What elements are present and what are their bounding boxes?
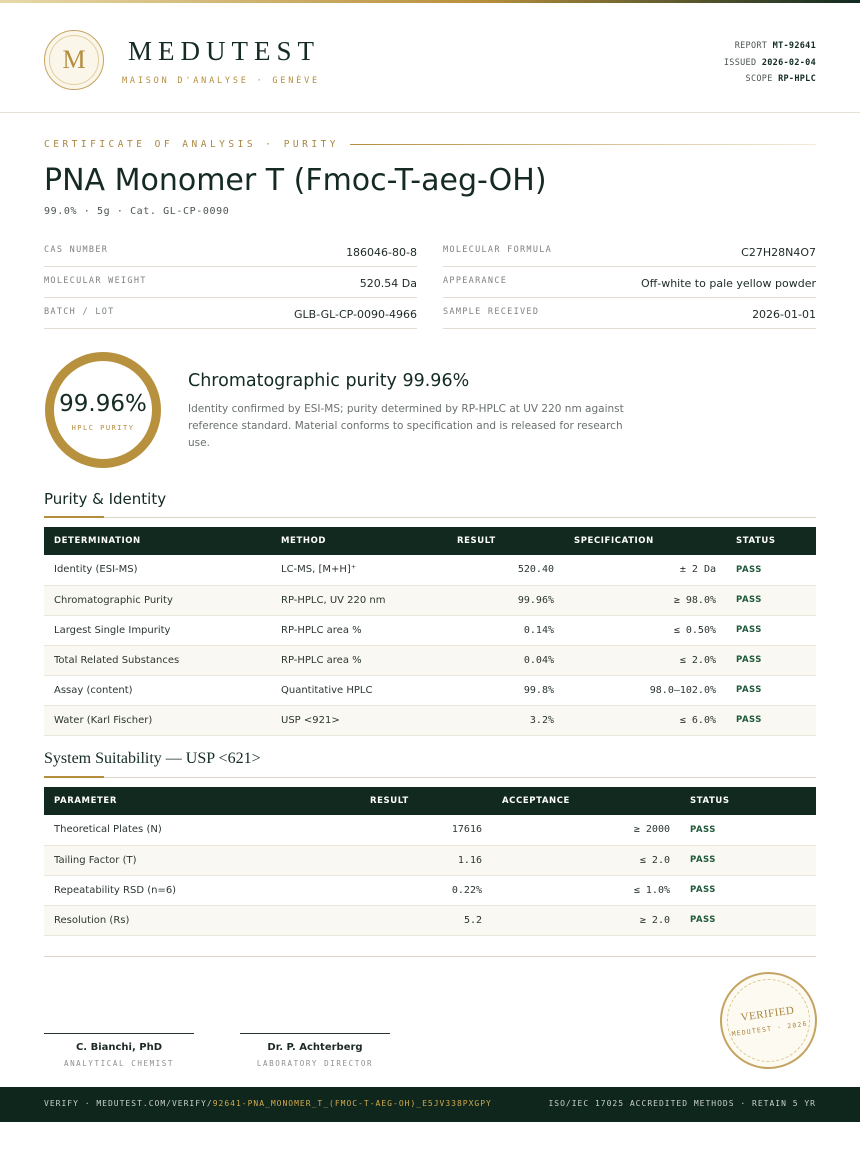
suitability-section-title: System Suitability — USP <621> — [44, 750, 261, 767]
purity-ring-value: 99.96% — [59, 391, 147, 417]
verify-link[interactable] — [44, 1099, 492, 1108]
page-title: PNA Monomer T (Fmoc-T-aeg-OH) — [44, 163, 547, 198]
cell-specification: ≤ 2.0% — [564, 645, 726, 675]
cell-result: 3.2% — [447, 705, 564, 735]
signatory-role: ANALYTICAL CHEMIST — [63, 1059, 175, 1068]
column-header: METHOD — [281, 536, 327, 546]
column-header: RESULT — [370, 796, 409, 806]
suitability-table — [44, 787, 816, 936]
signature-block-chemist — [44, 1033, 194, 1068]
spec-label: MOLECULAR FORMULA — [443, 245, 553, 255]
table-row — [44, 555, 816, 585]
cell-parameter: Resolution (Rs) — [44, 905, 360, 935]
issued-date: ISSUED 2026-02-04 — [723, 57, 816, 68]
table-row — [44, 675, 816, 705]
table-row — [44, 645, 816, 675]
cell-result: 99.8% — [447, 675, 564, 705]
stamp-text: VERIFIED — [739, 1004, 796, 1024]
status-badge: PASS — [726, 585, 816, 615]
summary-title: Chromatographic purity 99.96% — [188, 371, 470, 391]
cell-result: 0.04% — [447, 645, 564, 675]
purity-section-title: Purity & Identity — [44, 490, 167, 508]
spec-molecular-formula — [443, 236, 816, 267]
spec-sample-received — [443, 298, 816, 329]
report-id: REPORT MT-92641 — [734, 41, 816, 51]
purity-table — [44, 527, 816, 736]
status-badge: PASS — [726, 675, 816, 705]
spec-label: SAMPLE RECEIVED — [443, 307, 540, 317]
spec-value: 2026-01-01 — [752, 308, 816, 321]
status-badge: PASS — [680, 875, 816, 905]
cell-method: RP-HPLC, UV 220 nm — [271, 585, 447, 615]
cell-acceptance: ≥ 2.0 — [492, 905, 680, 935]
cell-specification: ≤ 6.0% — [564, 705, 726, 735]
signature-block-director — [240, 1033, 390, 1068]
spec-label: CAS NUMBER — [44, 245, 109, 255]
cell-method: RP-HPLC area % — [271, 645, 447, 675]
page-subtitle: 99.0% · 5g · Cat. GL-CP-0090 — [44, 206, 230, 217]
table-header-row — [44, 527, 816, 555]
cell-determination: Largest Single Impurity — [44, 615, 271, 645]
column-header: ACCEPTANCE — [502, 796, 570, 806]
header — [0, 3, 860, 113]
section-divider — [44, 517, 816, 518]
spec-appearance — [443, 267, 816, 298]
table-row — [44, 615, 816, 645]
cell-result: 520.40 — [447, 555, 564, 585]
status-badge: PASS — [680, 845, 816, 875]
status-badge: PASS — [726, 645, 816, 675]
scope: SCOPE RP-HPLC — [745, 74, 816, 84]
table-row — [44, 585, 816, 615]
cell-determination: Assay (content) — [44, 675, 271, 705]
spec-label: MOLECULAR WEIGHT — [44, 276, 147, 286]
status-badge: PASS — [726, 615, 816, 645]
spec-value: 520.54 Da — [359, 277, 417, 290]
status-badge: PASS — [680, 815, 816, 845]
cell-determination: Identity (ESI-MS) — [44, 555, 271, 585]
cell-result: 99.96% — [447, 585, 564, 615]
column-header: PARAMETER — [54, 796, 117, 806]
verified-stamp — [714, 966, 824, 1076]
brand-name: MEDUTEST — [128, 36, 320, 66]
stamp-subtext: MEDUTEST · 2026 — [731, 1019, 809, 1039]
table-row — [44, 705, 816, 735]
column-header: RESULT — [457, 536, 496, 546]
section-divider — [44, 777, 816, 778]
cell-acceptance: ≤ 1.0% — [492, 875, 680, 905]
kicker-divider — [350, 144, 816, 145]
signatory-name: Dr. P. Achterberg — [267, 1042, 363, 1053]
verify-prefix: VERIFY · MEDUTEST.COM/VERIFY/ — [44, 1099, 213, 1108]
cell-determination: Total Related Substances — [44, 645, 271, 675]
summary-text: Identity confirmed by ESI-MS; purity determined by RP-HPLC at UV 220 nm against reference standard. Material conforms to specification and is released for research use. — [188, 403, 624, 449]
document-kicker: CERTIFICATE OF ANALYSIS · PURITY — [44, 139, 340, 150]
report-meta — [724, 38, 816, 88]
spec-batch-lot — [44, 298, 417, 329]
column-header: STATUS — [736, 536, 776, 546]
cell-acceptance: ≥ 2000 — [492, 815, 680, 845]
brand-logo — [44, 30, 104, 90]
cell-result: 1.16 — [360, 845, 492, 875]
table-row — [44, 875, 816, 905]
section-accent — [44, 516, 104, 518]
spec-value: GLB-GL-CP-0090-4966 — [294, 308, 417, 321]
cell-determination: Water (Karl Fischer) — [44, 705, 271, 735]
spec-label: BATCH / LOT — [44, 307, 115, 317]
cell-method: Quantitative HPLC — [271, 675, 447, 705]
cell-result: 0.22% — [360, 875, 492, 905]
cell-result: 17616 — [360, 815, 492, 845]
spec-molecular-weight — [44, 267, 417, 298]
cell-specification: ± 2 Da — [564, 555, 726, 585]
cell-specification: ≥ 98.0% — [564, 585, 726, 615]
cell-specification: 98.0–102.0% — [564, 675, 726, 705]
cell-acceptance: ≤ 2.0 — [492, 845, 680, 875]
cell-parameter: Theoretical Plates (N) — [44, 815, 360, 845]
purity-ring — [45, 352, 161, 468]
signatory-role: LABORATORY DIRECTOR — [256, 1059, 374, 1068]
purity-ring-label: HPLC PURITY — [71, 424, 135, 432]
cell-determination: Chromatographic Purity — [44, 585, 271, 615]
accreditation-note: ISO/IEC 17025 ACCREDITED METHODS · RETAIN 5 YR — [548, 1099, 816, 1108]
cell-method: LC-MS, [M+H]⁺ — [271, 555, 447, 585]
cell-result: 0.14% — [447, 615, 564, 645]
table-header-row — [44, 787, 816, 815]
status-badge: PASS — [726, 705, 816, 735]
spec-value: Off-white to pale yellow powder — [641, 277, 816, 290]
cell-result: 5.2 — [360, 905, 492, 935]
table-row — [44, 845, 816, 875]
verify-code: 92641-PNA_MONOMER_T_(FMOC-T-AEG-OH)_E5JV338PXGPY — [212, 1099, 492, 1108]
cell-parameter: Repeatability RSD (n=6) — [44, 875, 360, 905]
cell-method: RP-HPLC area % — [271, 615, 447, 645]
status-badge: PASS — [726, 555, 816, 585]
logo-letter: M — [62, 45, 86, 74]
table-row — [44, 905, 816, 935]
spec-cas-number — [44, 236, 417, 267]
section-accent — [44, 776, 104, 778]
brand-tagline: MAISON D'ANALYSE · GENÈVE — [122, 76, 320, 86]
column-header: SPECIFICATION — [574, 536, 654, 546]
column-header: DETERMINATION — [54, 536, 141, 546]
content-end-divider — [44, 956, 816, 957]
footer — [0, 1087, 860, 1122]
column-header: STATUS — [690, 796, 730, 806]
cell-method: USP <921> — [271, 705, 447, 735]
signatory-name: C. Bianchi, PhD — [75, 1042, 163, 1053]
cell-parameter: Tailing Factor (T) — [44, 845, 360, 875]
spec-value: 186046-80-8 — [346, 246, 417, 259]
spec-label: APPEARANCE — [443, 276, 508, 286]
status-badge: PASS — [680, 905, 816, 935]
cell-specification: ≤ 0.50% — [564, 615, 726, 645]
spec-value: C27H28N4O7 — [741, 246, 816, 259]
table-row — [44, 815, 816, 845]
